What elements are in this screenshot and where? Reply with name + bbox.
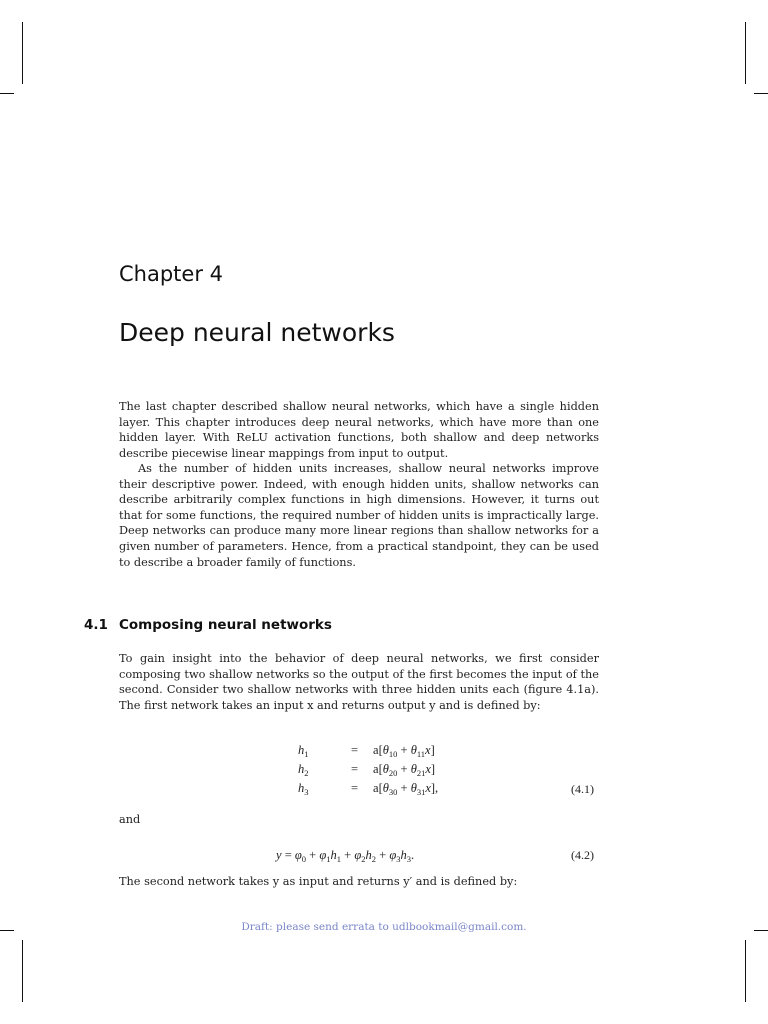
section-title: Composing neural networks [119,617,332,633]
intro-paragraph-2: As the number of hidden units increases, shallow neural networks improve their descriptive power. Indeed, with enough hidden units, shallow networks can describe arbitrarily complex functions in high dimensions. However, it turns out that for some functions, the required number of hidden units is impractically large. Deep networks can produce many more linear regions than shallow networks for a given number of parameters. Hence, from a practical standpoint, they can be used to describe a broader family of functions. [119,462,599,569]
equation-rhs: $a[\theta_{30} + \theta_{31}x]$, [373,781,439,797]
section-paragraph-2: The second network takes y as input and returns y′ and is defined by: [119,875,518,888]
section-number: 4.1 [84,617,108,633]
chapter-title: Deep neural networks [119,318,395,347]
equation-rhs: $a[\theta_{20} + \theta_{21}x]$ [373,762,436,778]
crop-mark-top-left-h [0,93,14,94]
equation-equals: = [351,743,359,757]
equation-rhs: $a[\theta_{10} + \theta_{11}x]$ [373,743,435,759]
crop-mark-bottom-right [745,940,746,1002]
equation-4-2-body: $y = \varphi_0 + \varphi_1h_1 + \varphi_2h_2 + \varphi_3h_3$. [276,848,415,864]
intro-paragraph-1: The last chapter described shallow neural networks, which have a single hidden layer. This chapter introduces deep neural networks, which have more than one hidden layer. With ReLU activation functions, both shallow and deep networks describe piecewise linear mappings from input to output. [119,400,599,460]
section-paragraph-1-text: To gain insight into the behavior of deep neural networks, we first consider composing two shallow networks so the output of the first becomes the input of the second. Consider two shallow networks with three hidden units each (figure 4.1a). The first network takes an input x and returns output y and is defined by: [119,652,599,712]
and-text: and [119,813,141,826]
equation-equals: = [351,781,359,795]
crop-mark-top-right-h [754,93,768,94]
chapter-label: Chapter 4 [119,262,223,286]
crop-mark-top-right [745,22,746,84]
crop-mark-top-left [22,22,23,84]
section-heading [84,617,332,633]
section-paragraph-1 [119,651,599,713]
footer-errata-note: Draft: please send errata to udlbookmail@gmail.com. [241,921,527,933]
equation-lhs: $h_3$ [298,781,309,797]
crop-mark-bottom-left [22,940,23,1002]
equation-number-4-2: (4.2) [571,848,594,862]
equation-lhs: $h_2$ [298,762,309,778]
equation-equals: = [351,762,359,776]
equation-lhs: $h_1$ [298,743,309,759]
equation-number-4-1: (4.1) [571,782,594,796]
